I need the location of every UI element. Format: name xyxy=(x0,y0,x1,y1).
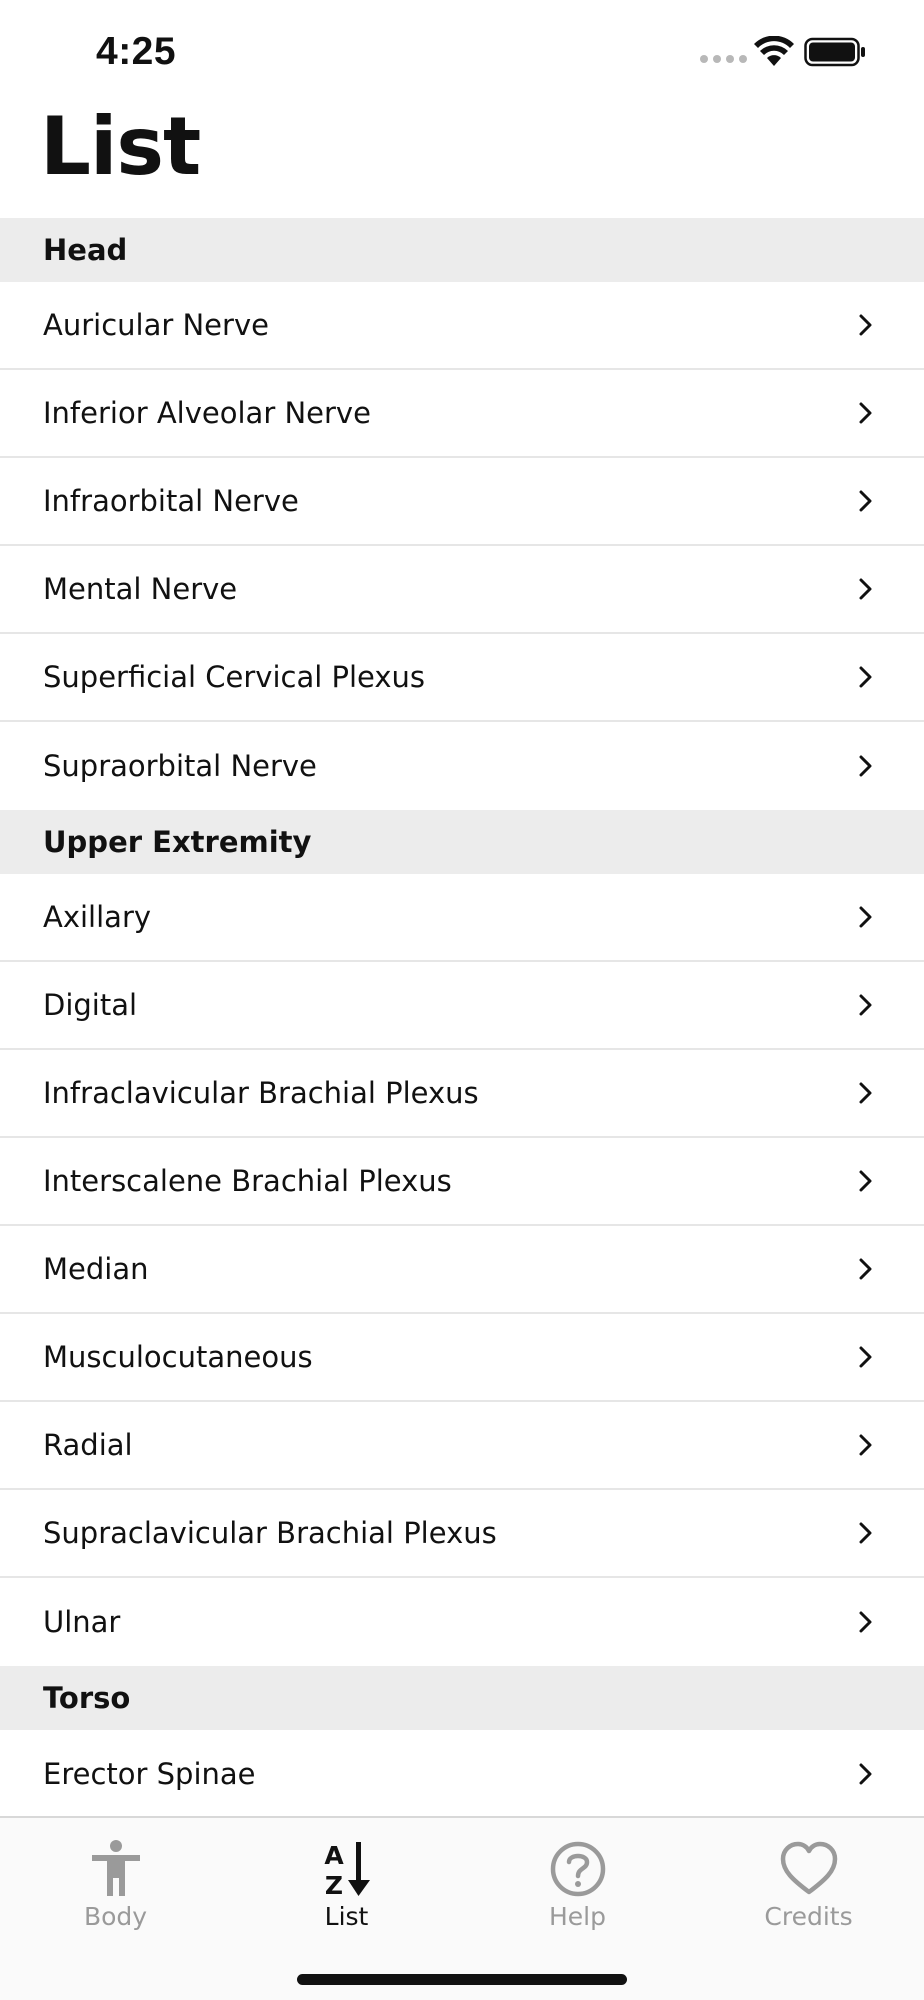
list-item-label: Mental Nerve xyxy=(43,572,238,606)
list-item-label: Median xyxy=(43,1252,149,1286)
list-item-label: Interscalene Brachial Plexus xyxy=(43,1164,452,1198)
list-item[interactable] xyxy=(0,722,924,810)
tab-label: Help xyxy=(549,1902,606,1931)
home-indicator xyxy=(297,1974,627,1985)
heart-icon xyxy=(779,1840,839,1898)
tab-label: Credits xyxy=(764,1902,853,1931)
list-item[interactable] xyxy=(0,634,924,722)
list-item[interactable] xyxy=(0,1138,924,1226)
chevron-right-icon xyxy=(858,1433,874,1457)
list-item[interactable] xyxy=(0,282,924,370)
list-item[interactable] xyxy=(0,1490,924,1578)
list-item[interactable] xyxy=(0,458,924,546)
svg-text:Z: Z xyxy=(324,1871,343,1898)
list-item[interactable] xyxy=(0,546,924,634)
section-header: Head xyxy=(0,218,924,282)
tab-bar xyxy=(0,1816,924,2000)
chevron-right-icon xyxy=(858,993,874,1017)
chevron-right-icon xyxy=(858,1762,874,1786)
list-item[interactable] xyxy=(0,1578,924,1666)
page-title: List xyxy=(40,100,201,193)
list-item[interactable] xyxy=(0,962,924,1050)
status-bar xyxy=(0,0,924,110)
tab-list[interactable] xyxy=(231,1840,462,1940)
nerve-list xyxy=(0,218,924,1818)
chevron-right-icon xyxy=(858,1169,874,1193)
list-item[interactable] xyxy=(0,370,924,458)
list-item-label: Superficial Cervical Plexus xyxy=(43,660,426,694)
tab-label: List xyxy=(324,1902,369,1931)
chevron-right-icon xyxy=(858,577,874,601)
section-header: Torso xyxy=(0,1666,924,1730)
question-circle-icon xyxy=(548,1840,608,1898)
section-header: Upper Extremity xyxy=(0,810,924,874)
tab-help[interactable] xyxy=(462,1840,693,1940)
svg-text:A: A xyxy=(323,1841,344,1870)
chevron-right-icon xyxy=(858,754,874,778)
list-item[interactable] xyxy=(0,1050,924,1138)
list-item-label: Digital xyxy=(43,988,138,1022)
list-item-label: Axillary xyxy=(43,900,152,934)
status-time: 4:25 xyxy=(96,30,177,73)
chevron-right-icon xyxy=(858,1257,874,1281)
list-item-label: Infraclavicular Brachial Plexus xyxy=(43,1076,479,1110)
list-item-label: Supraclavicular Brachial Plexus xyxy=(43,1516,497,1550)
wifi-icon xyxy=(754,36,794,68)
list-item-label: Infraorbital Nerve xyxy=(43,484,299,518)
list-item-label: Supraorbital Nerve xyxy=(43,749,317,783)
list-item[interactable] xyxy=(0,1314,924,1402)
chevron-right-icon xyxy=(858,1081,874,1105)
list-item[interactable] xyxy=(0,1730,924,1818)
chevron-right-icon xyxy=(858,401,874,425)
chevron-right-icon xyxy=(858,313,874,337)
cellular-signal-icon xyxy=(700,55,747,63)
chevron-right-icon xyxy=(858,905,874,929)
chevron-right-icon xyxy=(858,489,874,513)
list-item-label: Radial xyxy=(43,1428,133,1462)
person-icon xyxy=(86,1840,146,1898)
chevron-right-icon xyxy=(858,1521,874,1545)
list-item[interactable] xyxy=(0,874,924,962)
list-item-label: Inferior Alveolar Nerve xyxy=(43,396,371,430)
list-item[interactable] xyxy=(0,1226,924,1314)
list-item[interactable] xyxy=(0,1402,924,1490)
chevron-right-icon xyxy=(858,1610,874,1634)
chevron-right-icon xyxy=(858,1345,874,1369)
sort-az-icon xyxy=(317,1840,377,1898)
battery-icon xyxy=(804,36,866,68)
list-item-label: Ulnar xyxy=(43,1605,121,1639)
tab-credits[interactable] xyxy=(693,1840,924,1940)
chevron-right-icon xyxy=(858,665,874,689)
list-item-label: Musculocutaneous xyxy=(43,1340,313,1374)
tab-body[interactable] xyxy=(0,1840,231,1940)
list-item-label: Auricular Nerve xyxy=(43,308,269,342)
tab-label: Body xyxy=(83,1902,148,1931)
list-item-label: Erector Spinae xyxy=(43,1757,256,1791)
